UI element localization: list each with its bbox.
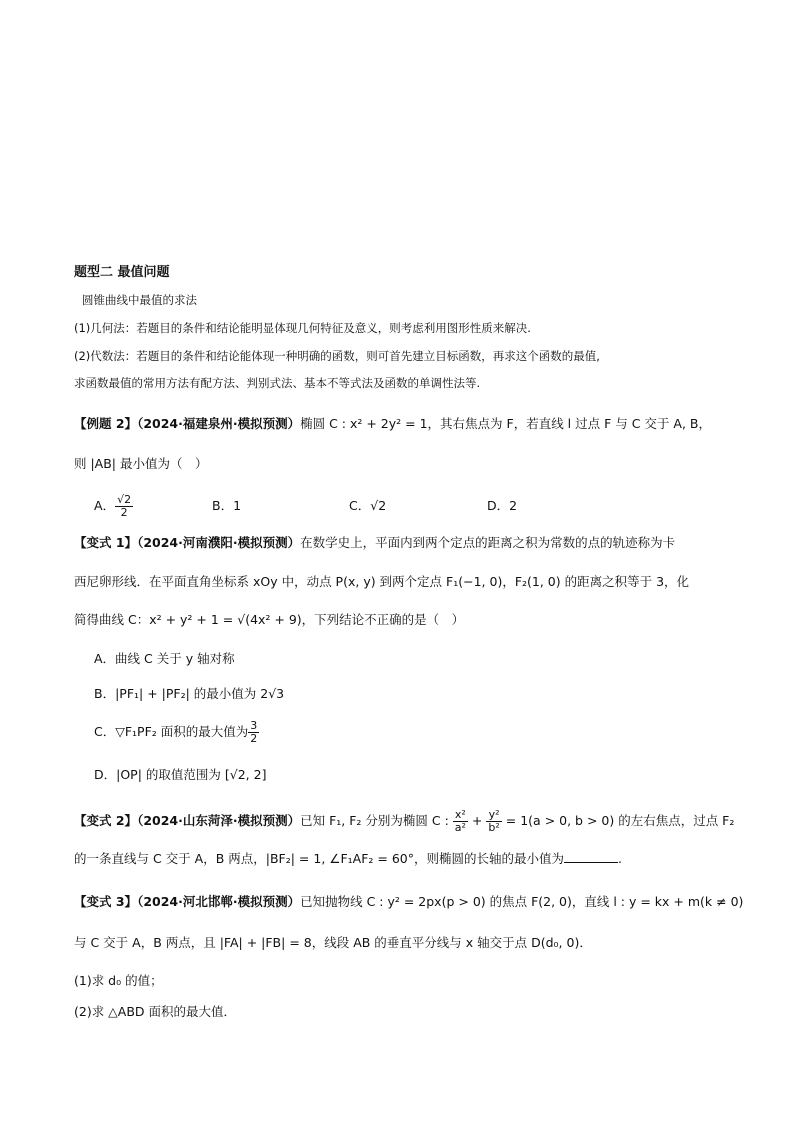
example-2-line-1 <box>74 415 734 433</box>
example-2-option-c: C．√2 <box>349 498 387 513</box>
variation-1-tag: 【变式 1】 <box>74 535 138 550</box>
example-2-option-a <box>94 494 133 519</box>
variation-3-question-1: (1)求 d₀ 的值； <box>74 973 163 988</box>
variation-2-text-2b: . <box>618 851 622 866</box>
example-2-text-1: 椭圆 C : x² + 2y² = 1，其右焦点为 F，若直线 l 过点 F 与 C 交于 A, B， <box>300 416 711 431</box>
variation-3-line-1 <box>74 893 744 911</box>
example-2-source: （2024·福建泉州·模拟预测） <box>137 416 301 431</box>
variation-1-line-2: 西尼卵形线．在平面直角坐标系 xOy 中，动点 P(x, y) 到两个定点 F₁(−1, 0)，F₂(1, 0) 的距离之积等于 3，化 <box>74 574 690 589</box>
example-2-option-b: B．1 <box>212 498 242 513</box>
option-a-numerator: √2 <box>117 493 132 506</box>
variation-1-option-d: D．|OP| 的取值范围为 [√2, 2] <box>94 767 267 782</box>
option-c-denominator: 2 <box>250 732 258 745</box>
variation-1-line-3: 简得曲线 C：x² + y² + 1 = √(4x² + 9)，下列结论不正确的是（ ） <box>74 612 465 627</box>
option-c-fraction <box>248 720 259 745</box>
variation-3-tag: 【变式 3】 <box>74 894 138 909</box>
variation-2-text-2a: 的一条直线与 C 交于 A，B 两点，|BF₂| = 1, ∠F₁AF₂ = 60°，则椭圆的长轴的最小值为 <box>74 851 565 866</box>
option-c-numerator: 3 <box>250 719 258 732</box>
x-numerator: x² <box>453 809 468 822</box>
x-fraction <box>453 809 468 834</box>
method-title: 圆锥曲线中最值的求法 <box>82 293 197 307</box>
x-denominator: a² <box>454 821 466 834</box>
option-c-text: C．▽F₁PF₂ 面积的最大值为 <box>94 724 249 739</box>
example-2-line-2: 则 |AB| 最小值为（ ） <box>74 456 208 471</box>
variation-1-option-c <box>94 720 259 745</box>
y-denominator: b² <box>488 821 500 834</box>
variation-2-text-1a: 已知 F₁, F₂ 分别为椭圆 C : <box>300 813 449 828</box>
answer-blank[interactable] <box>564 850 618 863</box>
method-2b: 求函数最值的常用方法有配方法、判别式法、基本不等式法及函数的单调性法等. <box>74 376 481 390</box>
section-title: 题型二 最值问题 <box>74 265 170 280</box>
variation-1-line-1 <box>74 534 734 552</box>
example-2-option-d: D．2 <box>487 498 518 513</box>
variation-2-tag: 【变式 2】 <box>74 813 138 828</box>
variation-1-option-b: B．|PF₁| + |PF₂| 的最小值为 2√3 <box>94 686 285 701</box>
variation-2-text-1b: = 1(a > 0, b > 0) 的左右焦点，过点 F₂ <box>505 813 735 828</box>
option-a-denominator: 2 <box>120 506 128 519</box>
variation-2-line-1 <box>74 809 734 834</box>
variation-3-text-1: 已知抛物线 C : y² = 2px(p > 0) 的焦点 F(2, 0)，直线 l : y = kx + m(k ≠ 0) <box>300 894 744 909</box>
variation-2-line-2 <box>74 850 734 868</box>
option-a-fraction <box>115 494 133 519</box>
plus-sign: + <box>471 813 483 828</box>
variation-3-source: （2024·河北邯郸·模拟预测） <box>137 894 301 909</box>
variation-3-line-2: 与 C 交于 A，B 两点，且 |FA| + |FB| = 8，线段 AB 的垂直平分线与 x 轴交于点 D(d₀, 0)． <box>74 935 592 950</box>
variation-1-text-1: 在数学史上，平面内到两个定点的距离之积为常数的点的轨迹称为卡 <box>300 535 676 550</box>
method-2a: (2)代数法：若题目的条件和结论能体现一种明确的函数，则可首先建立目标函数，再求这个函数的最值, <box>74 349 600 363</box>
method-1: (1)几何法：若题目的条件和结论能明显体现几何特征及意义，则考虑利用图形性质来解决. <box>74 321 531 335</box>
y-fraction <box>486 809 501 834</box>
option-a-label: A． <box>94 498 116 513</box>
variation-1-option-a: A．曲线 C 关于 y 轴对称 <box>94 651 235 666</box>
example-2-tag: 【例题 2】 <box>74 416 138 431</box>
variation-3-question-2: (2)求 △ABD 面积的最大值． <box>74 1004 237 1019</box>
variation-2-source: （2024·山东菏泽·模拟预测） <box>137 813 301 828</box>
y-numerator: y² <box>486 809 501 822</box>
variation-1-source: （2024·河南濮阳·模拟预测） <box>137 535 301 550</box>
